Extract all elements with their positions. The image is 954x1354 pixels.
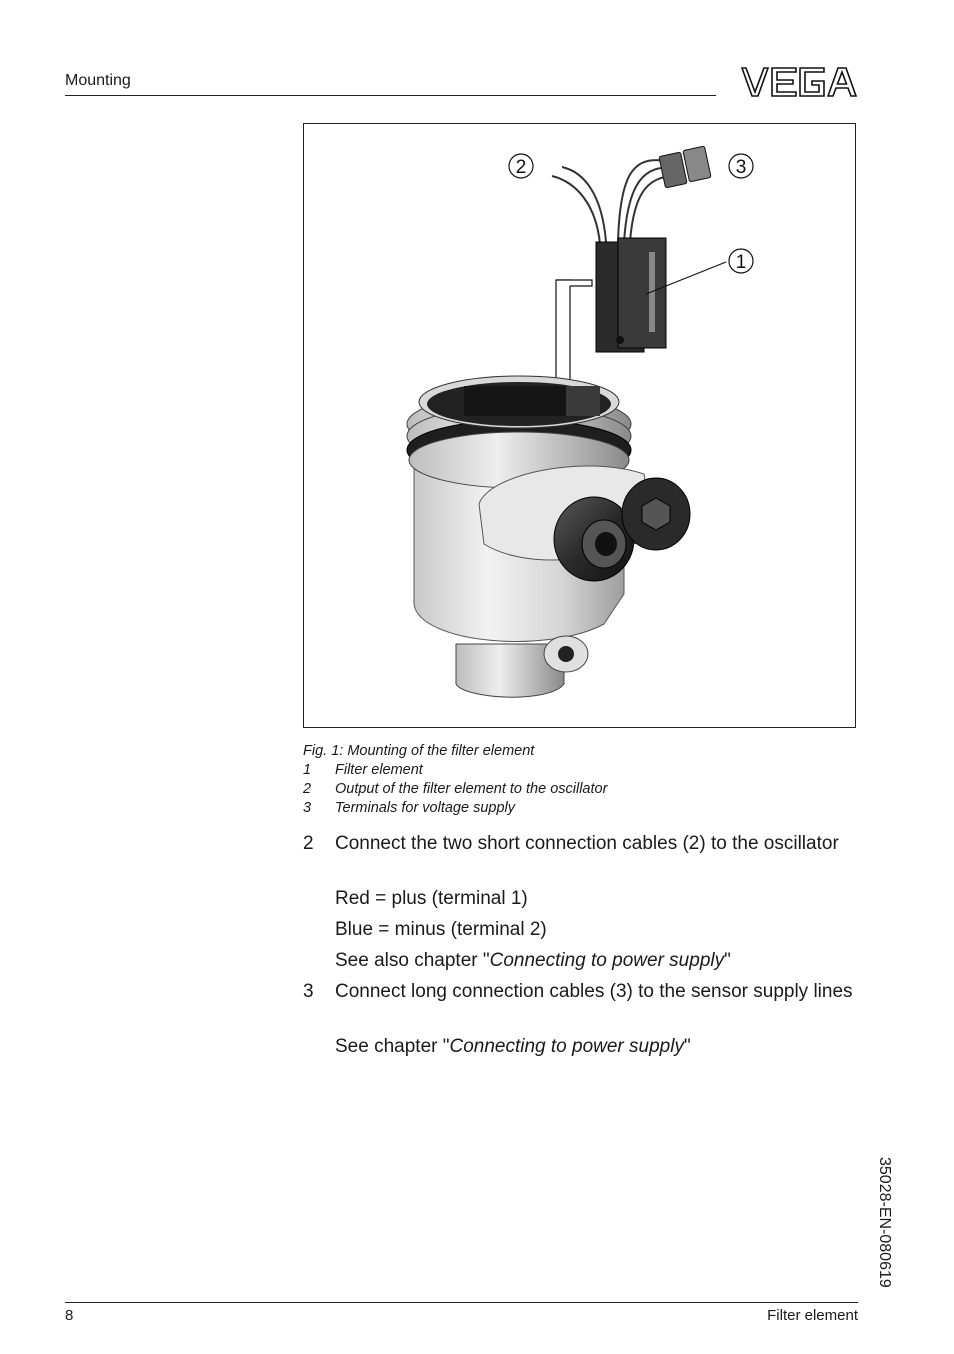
header-title: Mounting [65,72,131,89]
legend-text: Terminals for voltage supply [335,800,515,816]
legend-number: 1 [303,762,312,778]
step-text: Connect the two short connection cables (2) to the oscillator [335,833,839,854]
step-number: 3 [303,981,314,1002]
legend-text: Output of the filter element to the oscillator [335,781,608,797]
svg-text:2: 2 [515,157,527,178]
terminal-connectors [659,146,711,188]
vega-logo [740,64,858,100]
filter-element [596,238,666,352]
legend-text: Filter element [335,762,423,778]
reference-prefix: See chapter " [335,1036,450,1057]
legend-number: 3 [303,800,312,816]
legend-number: 2 [303,781,312,797]
housing [407,376,690,697]
see-also-reference [335,949,731,973]
callout-1 [729,249,753,273]
legend-item [303,781,607,797]
chapter-link[interactable]: Connecting to power supply [489,950,725,971]
reference-suffix: " [724,950,731,971]
filter-mounting-illustration [304,124,857,729]
footer-rule [65,1302,858,1303]
callout-3 [729,154,753,178]
document-number: 35028-EN-080619 [876,1157,893,1288]
reference-prefix: See also chapter " [335,950,490,971]
step-number: 2 [303,833,314,854]
footer-section-name: Filter element [767,1307,858,1324]
terminal-red-note: Red = plus (terminal 1) [335,888,528,909]
legend-item [303,800,515,816]
figure-caption: Fig. 1: Mounting of the filter element [303,743,535,759]
callout-2 [509,154,533,178]
chapter-link[interactable]: Connecting to power supply [449,1036,684,1057]
step-text: Connect long connection cables (3) to the sensor supply lines [335,981,853,1002]
legend-item [303,762,423,778]
see-reference [335,1035,691,1059]
svg-text:1: 1 [735,252,747,273]
svg-text:3: 3 [735,157,747,178]
page-number: 8 [65,1307,74,1324]
terminal-blue-note: Blue = minus (terminal 2) [335,919,547,940]
short-cables [552,167,606,244]
figure-frame [303,123,856,728]
reference-suffix: " [683,1036,691,1057]
header-rule [65,95,716,96]
